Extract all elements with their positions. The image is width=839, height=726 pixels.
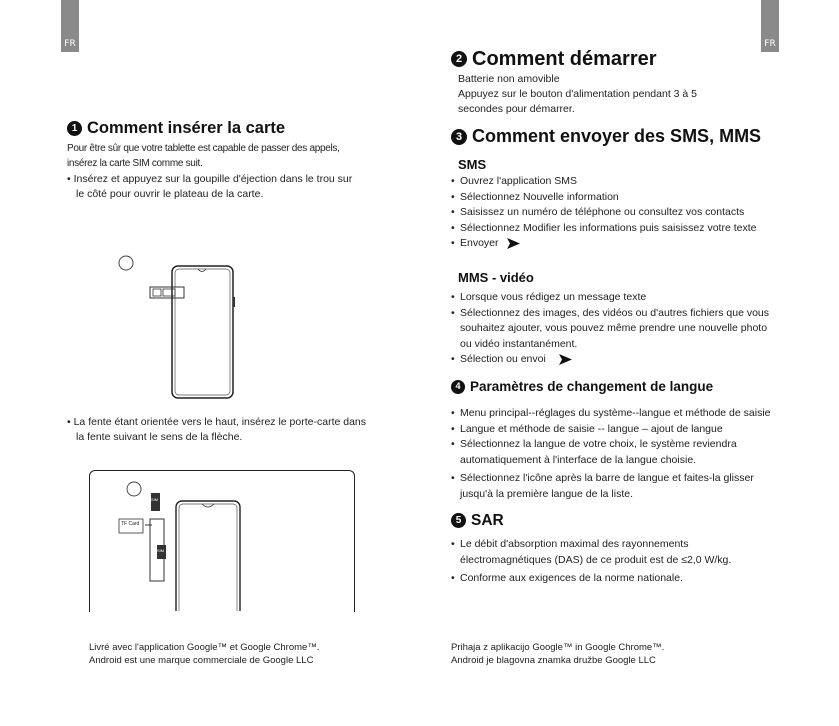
sar-heading xyxy=(451,512,504,529)
insert-step-2 xyxy=(67,415,397,445)
start-line: secondes pour démarrer. xyxy=(458,103,575,115)
footer-line: Livré avec l'application Google™ et Google Chrome™. xyxy=(89,642,320,653)
card-insertion-diagram xyxy=(89,470,355,612)
sim-label: SIM xyxy=(151,497,159,502)
start-text xyxy=(458,72,697,117)
sms-list xyxy=(451,174,791,252)
list-item: • Envoyer xyxy=(451,236,791,252)
sar-list xyxy=(451,537,761,587)
page-tab-right: FR xyxy=(761,0,779,52)
step-number-badge: 5 xyxy=(451,513,466,528)
sim-tray-diagram xyxy=(115,252,255,402)
list-item: • Ouvrez l'application SMS xyxy=(451,174,791,190)
language-list xyxy=(451,406,781,502)
step-number-badge: 2 xyxy=(451,51,467,67)
send-arrow-icon xyxy=(507,238,520,249)
sim-card-icon xyxy=(151,493,160,511)
phone-outline xyxy=(172,266,233,398)
left-footer xyxy=(89,641,319,667)
language-title: Paramètres de changement de langue xyxy=(470,379,714,394)
notch-shape xyxy=(198,269,206,272)
sim-label: SIM xyxy=(157,548,165,553)
list-item: • Menu principal--réglages du système--langue et méthode de saisie xyxy=(451,406,781,422)
start-line: Appuyez sur le bouton d'alimentation pendant 3 à 5 xyxy=(458,88,698,100)
sar-title: SAR xyxy=(471,512,504,529)
step-circle-icon xyxy=(127,482,141,496)
step-line: la fente suivant le sens de la flèche. xyxy=(76,431,243,443)
mms-list xyxy=(451,290,771,368)
tf-card-label: TF Card xyxy=(121,521,140,527)
start-line: Batterie non amovible xyxy=(458,73,560,85)
send-arrow-icon xyxy=(559,354,572,365)
footer-line: Android je blagovna znamka družbe Google LLC xyxy=(451,655,656,666)
sms-subheading: SMS xyxy=(458,157,487,172)
insert-card-title: Comment insérer la carte xyxy=(87,119,286,137)
list-item: • Sélectionnez des images, des vidéos ou d'autres fichiers que vous souhaitez ajouter, vous pouvez même prendre une nouvelle photo ou vidéo instantanément. xyxy=(451,306,771,353)
step-circle-icon xyxy=(119,256,133,270)
right-footer xyxy=(451,641,664,667)
step-line: • La fente étant orientée vers le haut, insérez le porte-carte dans xyxy=(67,416,367,428)
step-number-badge: 1 xyxy=(67,121,82,136)
footer-line: Prihaja z aplikacijo Google™ in Google Chrome™. xyxy=(451,642,665,653)
intro-line: insérez la carte SIM comme suit. xyxy=(67,158,203,169)
list-item: • Lorsque vous rédigez un message texte xyxy=(451,290,771,306)
list-item: • Le débit d'absorption maximal des rayonnements électromagnétiques (DAS) de ce produit est de ≤2,0 W/kg. xyxy=(451,537,761,568)
list-item: • Conforme aux exigences de la norme nationale. xyxy=(451,571,761,587)
page-tab-left: FR xyxy=(61,0,79,52)
step-number-badge: 4 xyxy=(451,380,465,394)
insert-step-1 xyxy=(67,172,387,202)
list-item: • Sélectionnez la langue de votre choix, le système reviendra automatiquement à l'interface de la langue choisie. xyxy=(451,437,781,468)
mms-subheading: MMS - vidéo xyxy=(458,270,534,285)
list-item: • Sélectionnez Modifier les informations puis saisissez votre texte xyxy=(451,221,791,237)
start-heading xyxy=(451,48,657,70)
step-number-badge: 3 xyxy=(451,129,467,145)
insert-card-intro xyxy=(67,141,387,171)
phone-outline xyxy=(176,501,240,611)
list-item: • Sélectionnez l'icône après la barre de langue et faites-la glisser jusqu'à la première langue de la liste. xyxy=(451,471,781,502)
footer-line: Android est une marque commerciale de Google LLC xyxy=(89,655,314,666)
list-item: • Sélectionnez Nouvelle information xyxy=(451,190,791,206)
step-line: • Insérez et appuyez sur la goupille d'éjection dans le trou sur xyxy=(67,173,353,185)
insert-card-heading xyxy=(67,119,285,137)
sms-heading xyxy=(451,127,761,147)
sms-title: Comment envoyer des SMS, MMS xyxy=(472,126,762,146)
notch-shape xyxy=(202,504,214,507)
intro-line: Pour être sûr que votre tablette est capable de passer des appels, xyxy=(67,143,340,154)
step-line: le côté pour ouvrir le plateau de la carte. xyxy=(76,188,264,200)
list-item: • Langue et méthode de saisie -- langue – ajout de langue xyxy=(451,422,781,438)
card-tray-icon xyxy=(150,287,184,298)
list-item: • Sélection ou envoi xyxy=(451,352,771,368)
language-heading xyxy=(451,380,713,395)
start-title: Comment démarrer xyxy=(472,48,657,70)
list-item: • Saisissez un numéro de téléphone ou consultez vos contacts xyxy=(451,205,791,221)
